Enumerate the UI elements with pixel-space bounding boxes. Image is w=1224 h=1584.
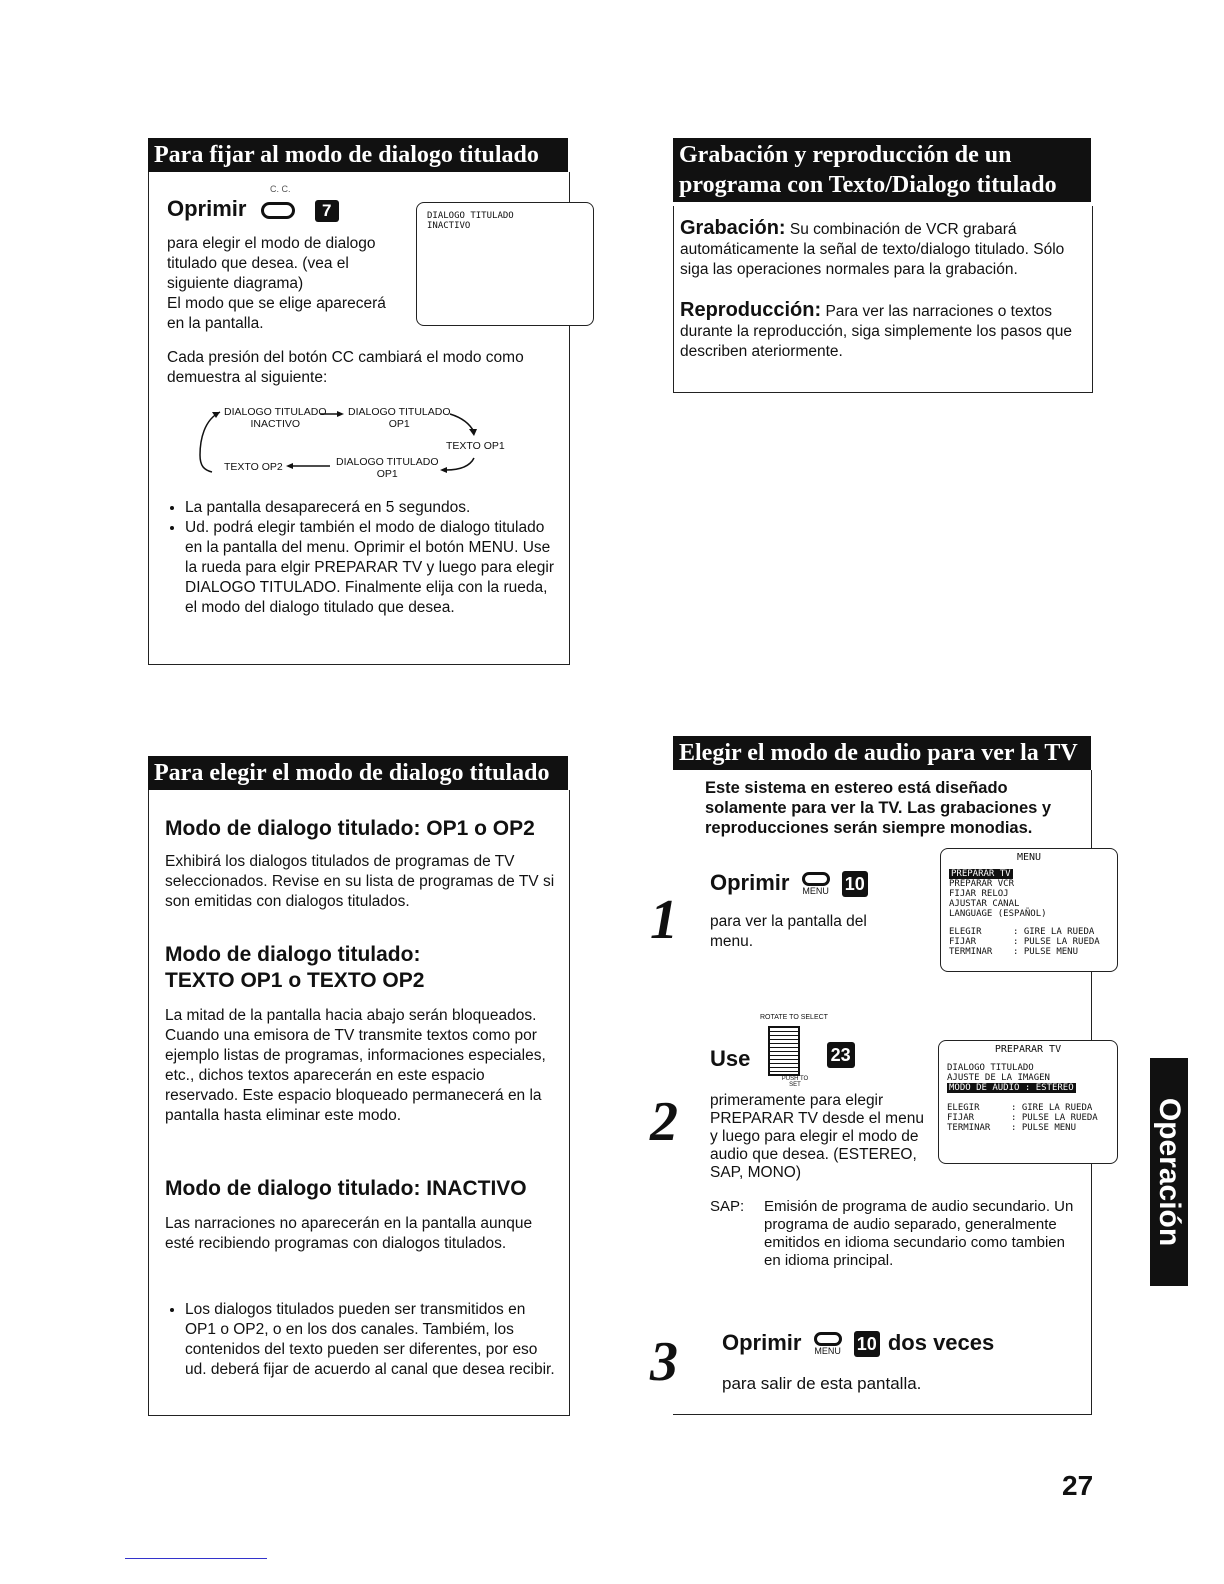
- step3-text: para salir de esta pantalla.: [722, 1374, 922, 1393]
- diag-node-inactivo: [224, 406, 327, 430]
- footer-rule: [125, 1558, 267, 1559]
- oval-icon: [814, 1332, 842, 1346]
- text-texto: La mitad de la pantalla hacia abajo serán bloqueados. Cuando una emisora de TV transmite textos como por ejemplo listas de programas, informaciones especiales, etc., dichos textos aparecerán en este espacio reservado. Este espacio bloqueado permanecerá en la pantalla hasta eliminar este modo.: [165, 1007, 546, 1124]
- help-line: TERMINAR : PULSE MENU: [947, 1123, 1077, 1133]
- text-op1-op2: Exhibirá los dialogos titulados de programas de TV seleccionados. Revise en su lista de programas de TV si son emitidas con dialogos titulados.: [165, 853, 555, 910]
- step2-text: primeramente para elegir PREPARAR TV desde el menu y luego para elegir el modo de audio que desea. (ESTEREO, SAP, MONO): [710, 1092, 924, 1181]
- menu-button-icon: [802, 872, 830, 896]
- diag-node-label: DIALOGO TITULADO: [336, 456, 439, 468]
- diag-node-texto-op1: TEXTO OP1: [446, 440, 505, 452]
- s1-text-line2: El modo que se elige aparecerá en la pantalla.: [167, 295, 386, 332]
- dos-veces: dos veces: [887, 1330, 995, 1355]
- s1-text-line: para elegir el modo de dialogo titulado que desea. (vea el siguiente diagrama): [167, 235, 376, 292]
- menu-screen: [940, 848, 1118, 972]
- diag-node-label: DIALOGO TITULADO: [224, 406, 327, 418]
- sap-label: SAP:: [710, 1198, 745, 1215]
- heading-texto: [165, 942, 424, 994]
- side-tab-label: Operación: [1153, 1097, 1186, 1247]
- menu-item: AJUSTAR CANAL: [949, 899, 1020, 909]
- heading-inactivo: Modo de dialogo titulado: INACTIVO: [165, 1177, 527, 1200]
- grabacion-paragraph: [680, 218, 1086, 280]
- menu-item: FIJAR RELOJ: [949, 889, 1009, 899]
- step-number: 3: [650, 1331, 678, 1393]
- cc-mode-diagram: [198, 400, 518, 490]
- sap-text: Emisión de programa de audio secundario. Un programa de audio separado, generalmente emitidos en idioma secundario como tambien en idioma principal.: [764, 1198, 1074, 1269]
- grabacion-label: Grabación:: [680, 217, 786, 239]
- step3-row: [722, 1330, 994, 1357]
- diag-node-label: INACTIVO: [250, 418, 301, 430]
- menu-item: PREPARAR VCR: [949, 879, 1015, 889]
- screen-line: INACTIVO: [427, 221, 471, 231]
- step1-row: [710, 870, 868, 897]
- step2-row: [710, 1026, 855, 1076]
- oprimir-label: Oprimir: [710, 870, 790, 895]
- preparar-tv-screen: [938, 1040, 1118, 1164]
- key-10-icon: 10: [842, 871, 868, 897]
- step-number: 1: [650, 889, 678, 951]
- s3-bullets: [167, 1300, 555, 1380]
- cc-button-icon: [261, 202, 295, 219]
- oprimir-label: Oprimir: [167, 196, 247, 221]
- help-line: ELEGIR : GIRE LA RUEDA: [947, 1103, 1093, 1113]
- screen-line: DIALOGO TITULADO: [427, 211, 514, 221]
- bullet-item: • La pantalla desaparecerá en 5 segundos.: [185, 498, 559, 518]
- heading-op1-op2: Modo de dialogo titulado: OP1 o OP2: [165, 817, 535, 840]
- section-title-elegir: Para elegir el modo de dialogo titulado: [148, 756, 568, 790]
- menu-label: MENU: [802, 886, 829, 897]
- menu-item-selected: MODO DE AUDIO : ESTEREO: [949, 1083, 1074, 1093]
- menu-item: DIALOGO TITULADO: [947, 1063, 1034, 1073]
- s1-bullets: [167, 498, 559, 618]
- reproduccion-text: Para ver las narraciones o textos durante la reproducción, siga simplemente los pasos que describen ateriormente.: [680, 303, 1073, 360]
- cc-label: C. C.: [270, 184, 291, 194]
- page-number: 27: [1062, 1470, 1094, 1501]
- push-label: PUSH TO SET: [781, 1076, 809, 1088]
- text-inactivo: Las narraciones no aparecerán en la pantalla aunque esté recibiendo programas con dialogos titulados.: [165, 1215, 533, 1252]
- screen-title: PREPARAR TV: [994, 1044, 1062, 1055]
- step-number: 2: [650, 1091, 678, 1153]
- diag-node-label: DIALOGO TITULADO: [348, 406, 451, 418]
- menu-item-selected: PREPARAR TV: [951, 869, 1011, 879]
- use-label: Use: [710, 1046, 751, 1071]
- menu-item: LANGUAGE (ESPAÑOL): [949, 909, 1047, 919]
- section-title-grabacion: [673, 138, 1091, 202]
- menu-button-icon: [814, 1332, 842, 1356]
- help-line: FIJAR : PULSE LA RUEDA: [947, 1113, 1098, 1123]
- step1-text: para ver la pantalla del menu.: [710, 913, 867, 950]
- oprimir-row: [167, 196, 339, 222]
- heading-line: TEXTO OP1 o TEXTO OP2: [165, 969, 425, 992]
- help-line: TERMINAR : PULSE MENU: [949, 947, 1079, 957]
- title-line: programa con Texto/Dialogo titulado: [679, 172, 1057, 198]
- menu-item: [949, 869, 1109, 879]
- reproduccion-label: Reproducción:: [680, 299, 822, 321]
- rotate-label: ROTATE TO SELECT: [760, 1014, 828, 1021]
- step-frame-line: [673, 1414, 1092, 1415]
- reproduccion-paragraph: [680, 300, 1086, 362]
- menu-label: MENU: [814, 1346, 841, 1357]
- side-tab: [1150, 1058, 1188, 1286]
- tv-screen-cc: [416, 202, 594, 326]
- help-line: ELEGIR : GIRE LA RUEDA: [949, 927, 1095, 937]
- heading-line: Modo de dialogo titulado:: [165, 943, 421, 966]
- jog-dial-icon: [768, 1026, 800, 1076]
- menu-item: [947, 1083, 1109, 1093]
- grabacion-text: Su combinación de VCR grabará automáticamente la señal de texto/dialogo titulado. Sólo siga las operaciones normales para la grabación.: [680, 221, 1065, 278]
- menu-item: AJUSTE DE LA IMAGEN: [947, 1073, 1050, 1083]
- bullet-item: • Ud. podrá elegir también el modo de dialogo titulado en la pantalla del menu. Oprimir el botón MENU. Use la rueda para elgir PREPARAR TV y luego para elegir DIALOGO TITULADO. Finalmente elija con la rueda, el modo del dialogo titulado que desea.: [185, 518, 559, 618]
- section-title-fijar: Para fijar al modo de dialogo titulado: [148, 138, 568, 172]
- cycle-text: Cada presión del botón CC cambiará el modo como demuestra al siguiente:: [167, 349, 524, 386]
- oprimir-label: Oprimir: [722, 1330, 802, 1355]
- diag-node-texto-op2: TEXTO OP2: [224, 461, 283, 473]
- diag-node-op1: [348, 406, 451, 430]
- oval-icon: [802, 872, 830, 886]
- diag-node-op1-b: [336, 456, 439, 480]
- key-23-icon: 23: [827, 1042, 855, 1068]
- diag-node-label: OP1: [388, 418, 410, 430]
- section-title-audio: Elegir el modo de audio para ver la TV: [673, 736, 1091, 770]
- screen-title: MENU: [1016, 852, 1042, 863]
- bullet-item: • Los dialogos titulados pueden ser transmitidos en OP1 o OP2, o en los dos canales. Tambiém, los contenidos del texto pueden ser diferentes, por eso ud. deberá fijar de acuerdo al canal que desea recibir.: [185, 1300, 555, 1380]
- audio-intro: Este sistema en estereo está diseñado solamente para ver la TV. Las grabaciones y reproducciones serán siempre monodias.: [705, 779, 1052, 837]
- key-7-icon: 7: [315, 200, 339, 222]
- help-line: FIJAR : PULSE LA RUEDA: [949, 937, 1100, 947]
- key-10-icon: 10: [854, 1331, 880, 1357]
- s1-text: [167, 234, 407, 334]
- title-line: Grabación y reproducción de un: [679, 142, 1012, 168]
- diag-node-label: OP1: [376, 468, 398, 480]
